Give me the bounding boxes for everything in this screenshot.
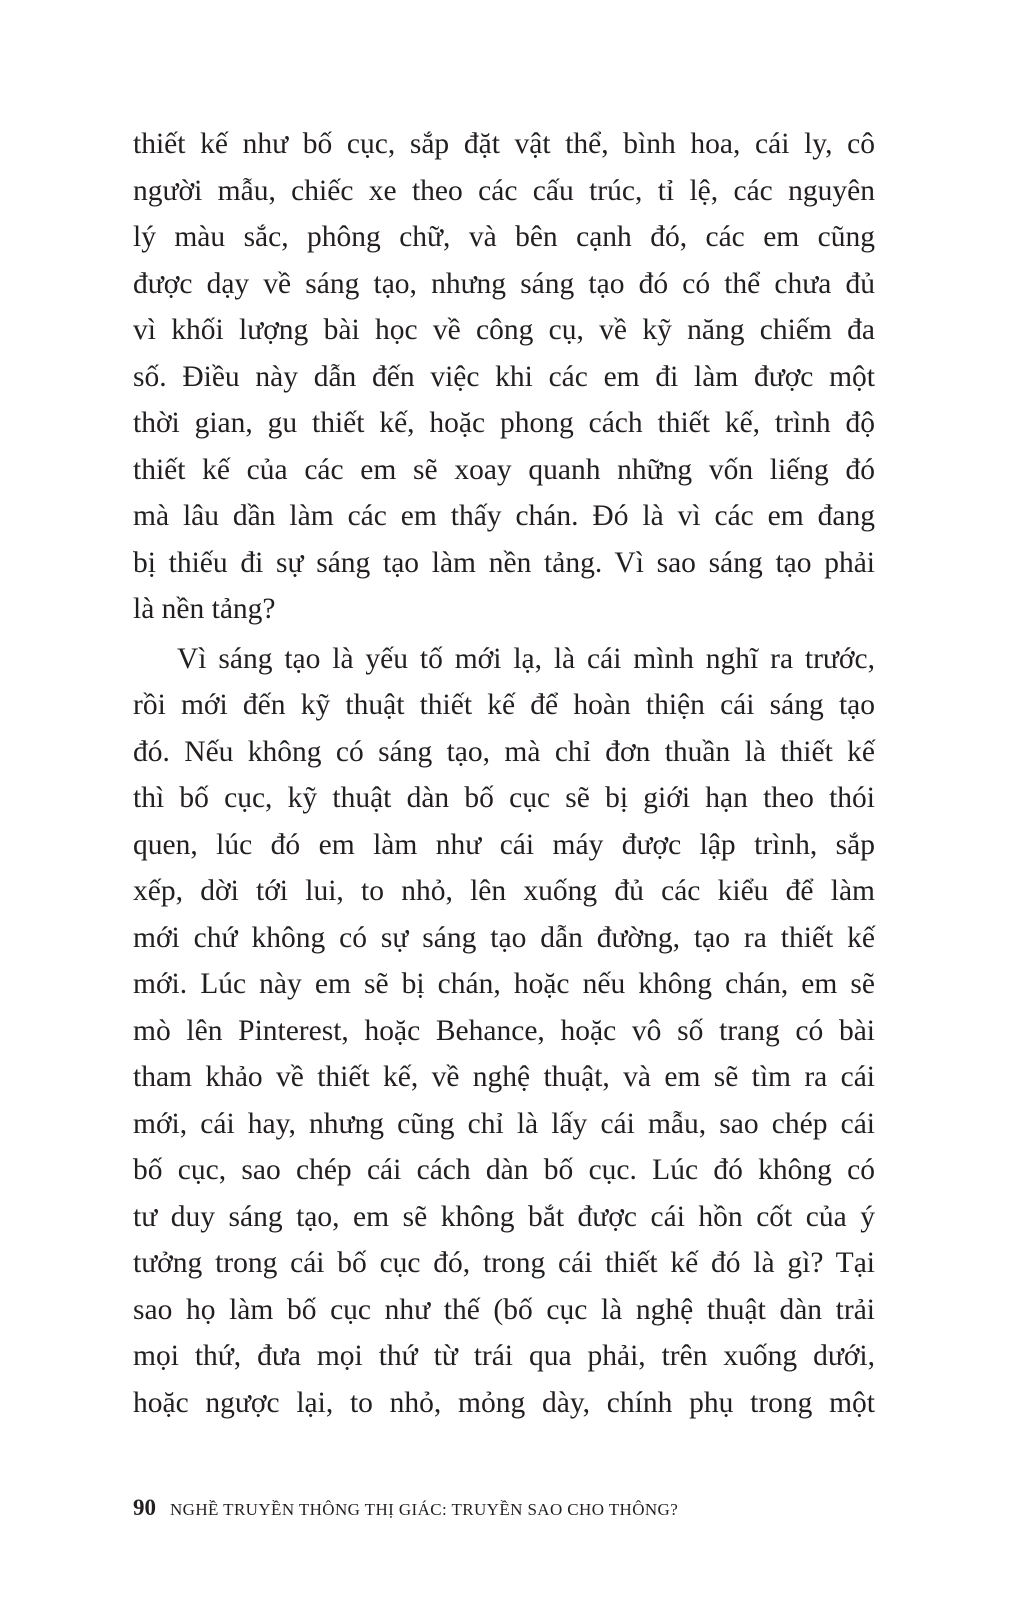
text-line: mọi thứ, đưa mọi thứ từ trái qua phải, trên xuống dưới, [133,1340,875,1372]
text-line: vì khối lượng bài học về công cụ, về kỹ năng chiếm đa [133,314,875,346]
text-line: được dạy về sáng tạo, nhưng sáng tạo đó có thể chưa đủ [133,267,875,300]
text-line: tham khảo về thiết kế, về nghệ thuật, và em sẽ tìm ra cái [133,1061,875,1093]
text-line: mới. Lúc này em sẽ bị chán, hoặc nếu không chán, em sẽ [133,968,875,1000]
text-line: thời gian, gu thiết kế, hoặc phong cách thiết kế, trình độ [133,407,875,439]
page-number: 90 [133,1495,156,1520]
text-line: tư duy sáng tạo, em sẽ không bắt được cái hồn cốt của ý [133,1200,875,1233]
body-text [133,121,875,1426]
text-line: người mẫu, chiếc xe theo các cấu trúc, tỉ lệ, các nguyên [133,174,875,207]
text-line: mới chứ không có sự sáng tạo dẫn đường, tạo ra thiết kế [133,921,875,954]
text-line: hoặc ngược lại, to nhỏ, mỏng dày, chính phụ trong một [133,1386,875,1419]
paragraph-2 [133,636,875,1427]
text-line: tưởng trong cái bố cục đó, trong cái thiết kế đó là gì? Tại [133,1247,875,1279]
text-line: thiết kế của các em sẽ xoay quanh những vốn liếng đó [133,453,875,486]
page-footer [133,1495,678,1521]
text-line: bố cục, sao chép cái cách dàn bố cục. Lúc đó không có [133,1154,875,1186]
text-line: mò lên Pinterest, hoặc Behance, hoặc vô số trang có bài [133,1014,875,1047]
text-line: quen, lúc đó em làm như cái máy được lập trình, sắp [133,828,875,861]
text-line: Vì sáng tạo là yếu tố mới lạ, là cái mình nghĩ ra trước, [177,642,875,675]
text-line: lý màu sắc, phông chữ, và bên cạnh đó, các em cũng [133,221,875,253]
text-line: rồi mới đến kỹ thuật thiết kế để hoàn thiện cái sáng tạo [133,689,875,721]
text-line: thì bố cục, kỹ thuật dàn bố cục sẽ bị giới hạn theo thói [133,782,875,814]
text-line: mà lâu dần làm các em thấy chán. Đó là vì các em đang [133,500,875,532]
text-line: mới, cái hay, nhưng cũng chỉ là lấy cái mẫu, sao chép cái [133,1107,875,1140]
text-line: là nền tảng? [133,593,276,625]
text-line: đó. Nếu không có sáng tạo, mà chỉ đơn thuần là thiết kế [133,735,875,768]
text-line: sao họ làm bố cục như thế (bố cục là nghệ thuật dàn trải [133,1293,875,1326]
text-line: số. Điều này dẫn đến việc khi các em đi làm được một [133,360,875,393]
paragraph-1 [133,121,875,633]
text-line: bị thiếu đi sự sáng tạo làm nền tảng. Vì sao sáng tạo phải [133,546,875,579]
running-title: NGHỀ TRUYỀN THÔNG THỊ GIÁC: TRUYỀN SAO CHO THÔNG? [170,1500,679,1519]
text-line: thiết kế như bố cục, sắp đặt vật thể, bình hoa, cái ly, cô [133,128,875,160]
text-line: xếp, dời tới lui, to nhỏ, lên xuống đủ các kiểu để làm [133,875,875,907]
